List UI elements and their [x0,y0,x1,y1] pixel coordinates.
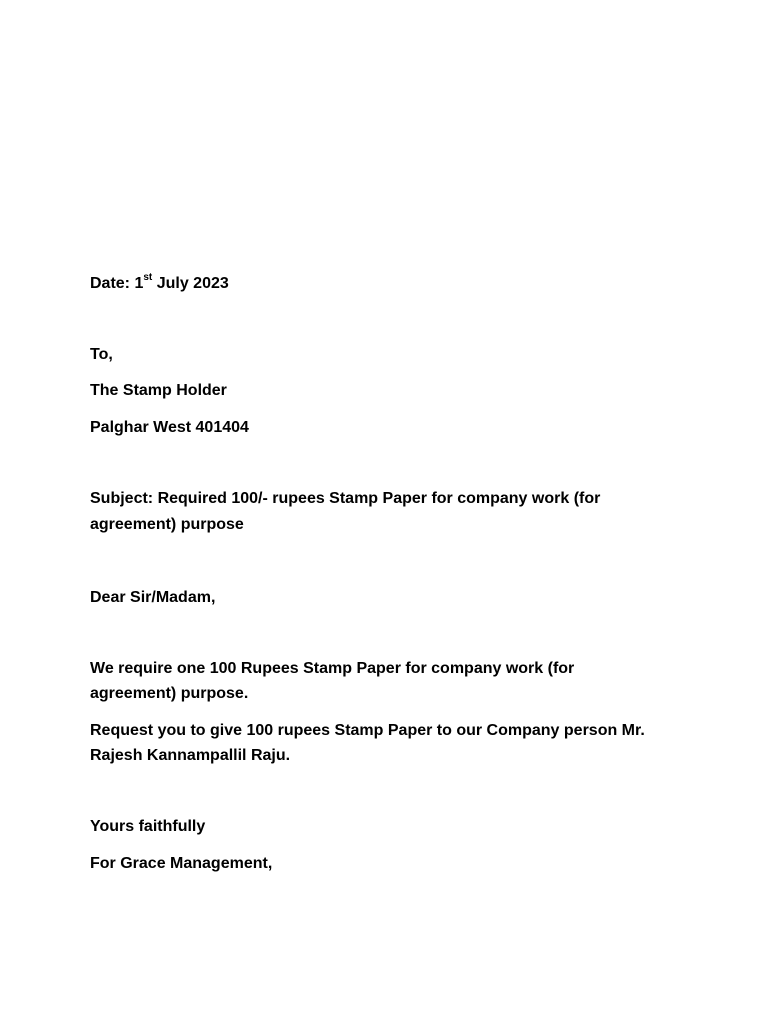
recipient-address: Palghar West 401404 [90,419,249,436]
date-line [90,271,229,297]
date-prefix: Date: 1 [90,275,144,292]
body-paragraph-1-line-1: We require one 100 Rupees Stamp Paper for company work (for [90,660,575,677]
to-label: To, [90,346,113,363]
signature-organization: For Grace Management, [90,855,273,872]
date-ordinal-suffix: st [143,271,153,283]
body-paragraph-1-line-2: agreement) purpose. [90,685,249,702]
recipient-name: The Stamp Holder [90,382,227,399]
body-paragraph-2-line-1: Request you to give 100 rupees Stamp Paper to our Company person Mr. [90,722,645,739]
subject-line-2: agreement) purpose [90,516,244,533]
closing: Yours faithfully [90,818,206,835]
subject-line-1: Subject: Required 100/- rupees Stamp Paper for company work (for [90,490,601,507]
date-rest: July 2023 [152,275,229,292]
salutation: Dear Sir/Madam, [90,589,216,606]
body-paragraph-2-line-2: Rajesh Kannampallil Raju. [90,747,291,764]
